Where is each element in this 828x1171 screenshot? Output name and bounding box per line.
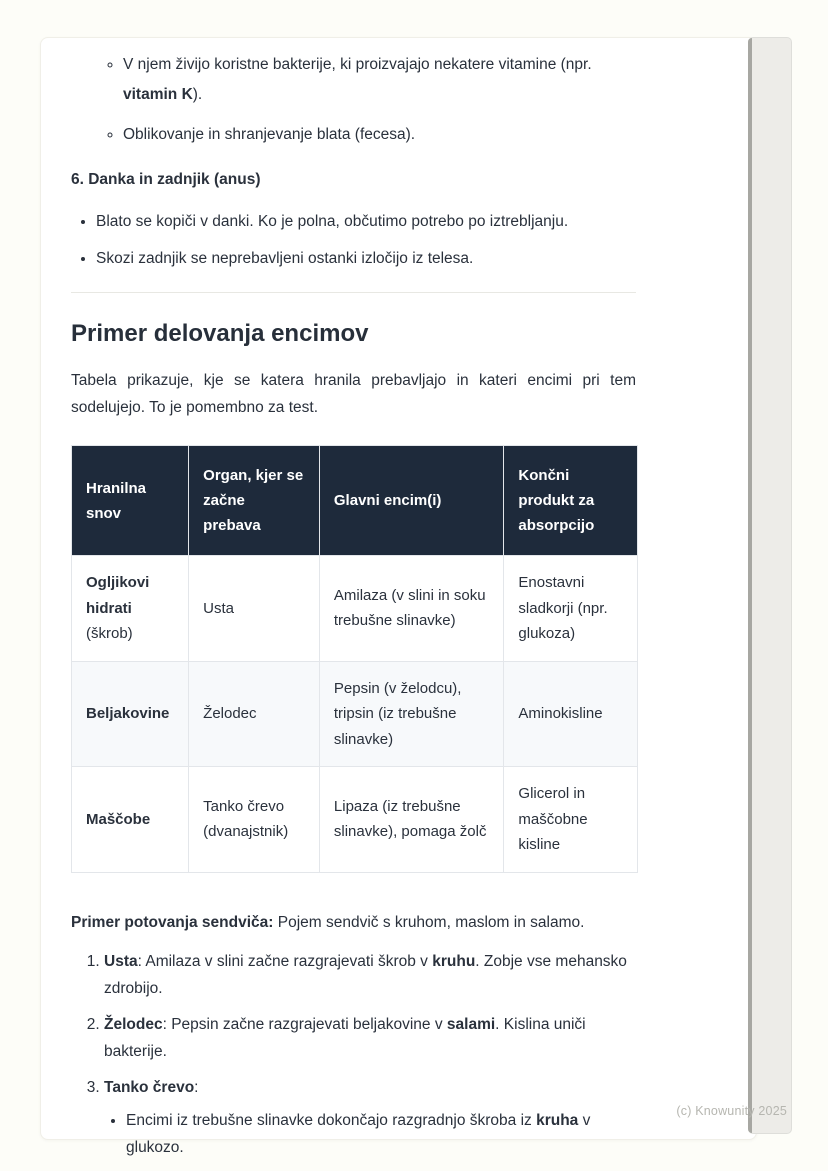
- cell-enzyme: Lipaza (iz trebušne slinavke), pomaga žolč: [319, 767, 504, 873]
- step-text: : Amilaza v slini začne razgrajevati škrob v: [137, 952, 433, 970]
- intro-paragraph: Tabela prikazuje, kje se katera hranila prebavljajo in kateri encimi pri tem sodelujejo. To je pomembno za test.: [71, 372, 636, 416]
- step-text: . Kislina uniči bakterije.: [104, 1015, 586, 1060]
- step-3-sublist: [104, 1107, 636, 1161]
- document-page: [40, 37, 757, 1156]
- sublist-item-text: V njem živijo koristne bakterije, ki proizvajajo nekatere vitamine (npr.: [123, 56, 592, 73]
- substep-text: Encimi iz trebušne slinavke dokončajo razgradnjo škroba iz: [126, 1111, 537, 1129]
- lead-text: Pojem sendvič s kruhom, maslom in salamo.: [273, 913, 585, 931]
- step-organ: Tanko črevo: [104, 1078, 195, 1096]
- list-item: • Blato se kopiči v danki. Ko je polna, občutimo potrebo po iztrebljanju.: [96, 208, 636, 235]
- nutrient-name: Ogljikovi hidrati: [86, 574, 150, 617]
- substep-text: v glukozo.: [126, 1111, 591, 1156]
- nutrient-name: Maščobe: [86, 810, 151, 828]
- cell-organ: Želodec: [189, 661, 320, 767]
- list-item: [104, 1074, 636, 1161]
- table-header-row: [72, 446, 638, 556]
- scrollbar-thumb[interactable]: [748, 38, 752, 1133]
- scrollbar[interactable]: [748, 37, 792, 1134]
- section-divider: [71, 292, 636, 293]
- list-item: [123, 120, 636, 150]
- cell-nutrient: [72, 556, 189, 662]
- nutrient-note: (škrob): [86, 625, 133, 642]
- cell-product: Aminokisline: [504, 661, 638, 767]
- cell-enzyme: Pepsin (v želodcu), tripsin (iz trebušne slinavke): [319, 661, 504, 767]
- sublist-item-bold: vitamin K: [123, 86, 193, 103]
- cell-nutrient: [72, 767, 189, 873]
- watermark: (c) Knowunity 2025: [676, 1104, 787, 1118]
- colon-function-sublist: [71, 50, 636, 150]
- list-item: [104, 948, 636, 1002]
- step-organ: Usta: [104, 952, 138, 970]
- cell-enzyme: Amilaza (v slini in soku trebušne slinavke): [319, 556, 504, 662]
- step-bold: kruhu: [432, 952, 476, 970]
- step-text: : Pepsin začne razgrajevati beljakovine v: [162, 1015, 447, 1033]
- sublist-item-text: ).: [192, 86, 203, 103]
- list-item: [123, 50, 636, 110]
- step-bold: salami: [446, 1015, 496, 1033]
- table-row: [72, 556, 638, 662]
- column-header-product: Končni produkt za absorpcijo: [504, 446, 638, 556]
- step-organ: Želodec: [104, 1015, 163, 1033]
- cell-nutrient: [72, 661, 189, 767]
- section-6-title: 6. Danka in zadnjik (anus): [71, 171, 261, 188]
- page-title: Primer delovanja encimov: [71, 320, 369, 347]
- table-row: [72, 661, 638, 767]
- step-text: . Zobje vse mehansko zdrobijo.: [104, 952, 627, 997]
- step-text: :: [194, 1078, 199, 1096]
- list-item: [104, 1011, 636, 1065]
- lead-bold: Primer potovanja sendviča:: [71, 913, 274, 931]
- cell-product: Enostavni sladkorji (npr. glukoza): [504, 556, 638, 662]
- cell-product: Glicerol in maščobne kisline: [504, 767, 638, 873]
- substep-bold: kruha: [536, 1111, 579, 1129]
- column-header-enzyme: Glavni encim(i): [319, 446, 504, 556]
- nutrient-name: Beljakovine: [86, 705, 170, 722]
- cell-organ: Usta: [189, 556, 320, 662]
- table-row: [72, 767, 638, 873]
- sandwich-example-lead: [71, 909, 636, 936]
- sandwich-steps-list: [71, 948, 636, 1161]
- section-6-list: [71, 208, 636, 272]
- enzyme-table: [71, 445, 638, 873]
- column-header-organ: Organ, kjer se začne prebava: [189, 446, 320, 556]
- list-item: • Skozi zadnjik se neprebavljeni ostanki izločijo iz telesa.: [96, 245, 636, 272]
- column-header-nutrient: Hranilna snov: [72, 446, 189, 556]
- list-item: [126, 1107, 636, 1161]
- sublist-item-text: Oblikovanje in shranjevanje blata (fecesa).: [123, 126, 416, 143]
- cell-organ: Tanko črevo (dvanajstnik): [189, 767, 320, 873]
